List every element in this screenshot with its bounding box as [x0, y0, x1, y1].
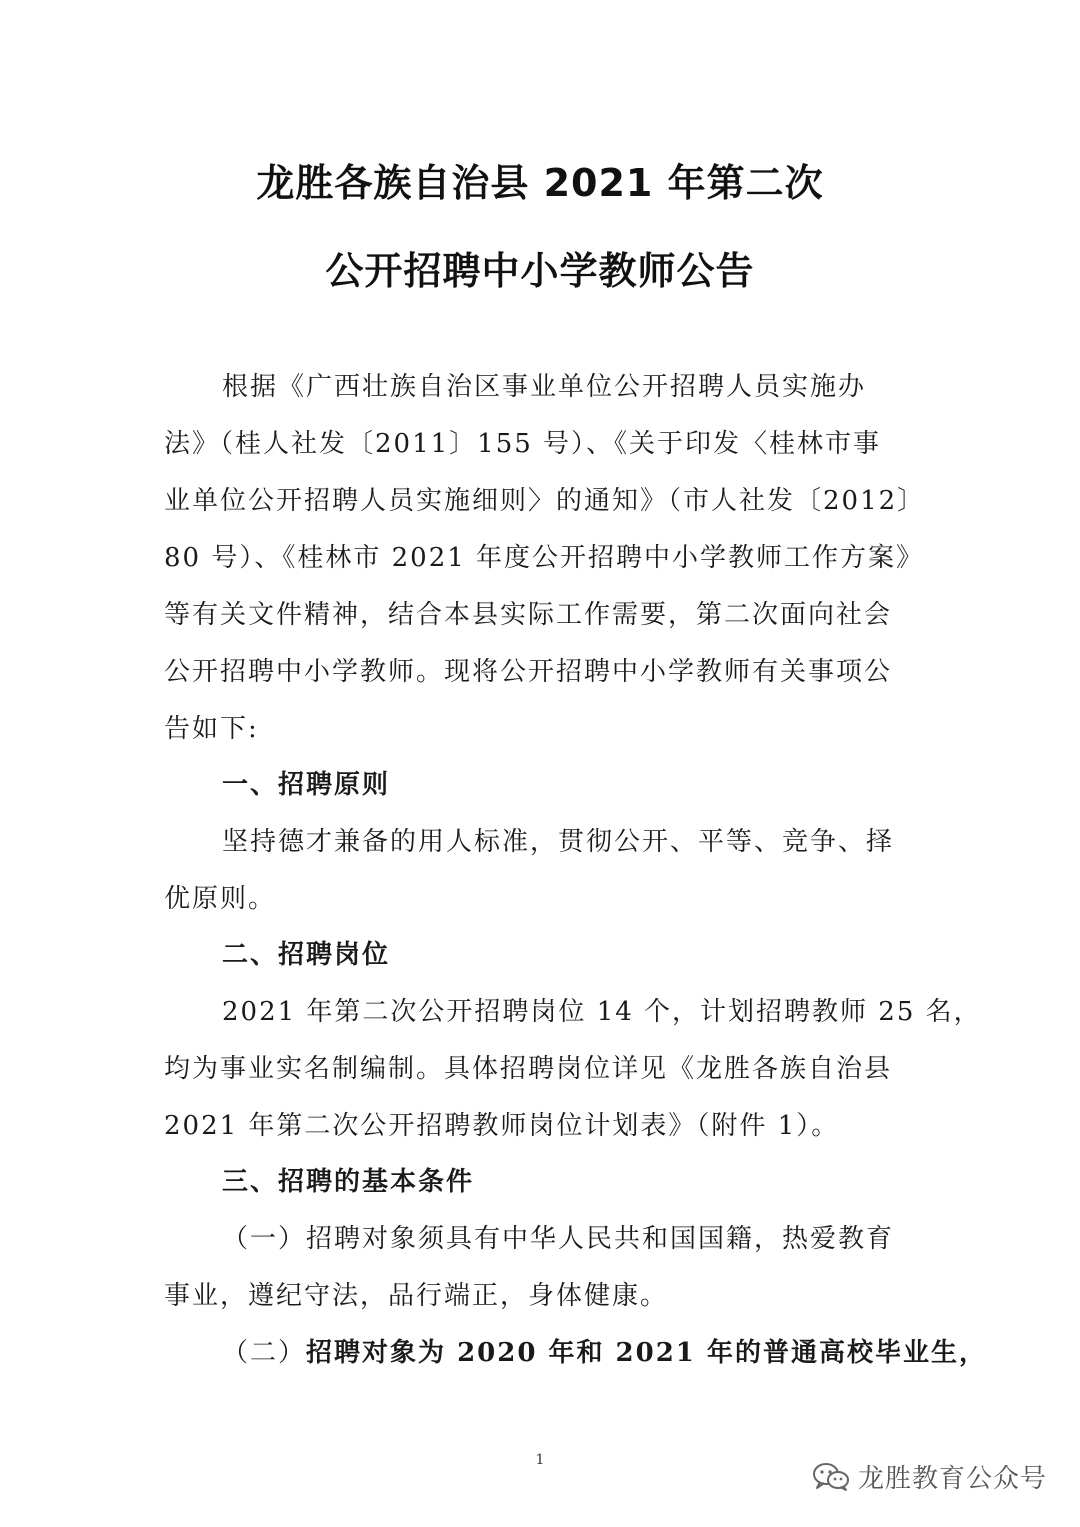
watermark-text: 龙胜教育公众号	[858, 1464, 1048, 1494]
intro-line: 根据《广西壮族自治区事业单位公开招聘人员实施办	[222, 372, 867, 402]
intro-line: 告如下:	[164, 714, 259, 744]
section-line: 2021 年第二次公开招聘教师岗位计划表》（附件 1）。	[164, 1111, 840, 1141]
page-number: 1	[535, 1452, 545, 1468]
section-line: （一）招聘对象须具有中华人民共和国国籍，热爱教育	[222, 1224, 895, 1254]
section-heading-conditions: 三、招聘的基本条件	[222, 1167, 475, 1197]
wechat-icon	[812, 1462, 850, 1492]
section-heading-positions: 二、招聘岗位	[222, 940, 391, 970]
document-title-line-2: 公开招聘中小学教师公告	[325, 249, 755, 293]
section-line: 优原则。	[164, 884, 277, 914]
intro-line: 法》（桂人社发〔2011〕155 号）、《关于印发〈桂林市事	[164, 429, 882, 459]
intro-line: 80 号）、《桂林市 2021 年度公开招聘中小学教师工作方案》	[164, 543, 925, 573]
watermark	[812, 1458, 1047, 1495]
item2-prefix: （二）	[222, 1338, 307, 1368]
document-title-line-1: 龙胜各族自治县 2021 年第二次	[256, 161, 824, 205]
item2-bold-text: 招聘对象为 2020 年和 2021 年的普通高校毕业生，	[306, 1338, 987, 1368]
section-line: 坚持德才兼备的用人标准，贯彻公开、平等、竞争、择	[222, 827, 895, 857]
intro-line: 业单位公开招聘人员实施细则〉的通知》（市人社发〔2012〕	[164, 486, 926, 516]
section-line-item2	[222, 1336, 987, 1370]
section-line: 事业，遵纪守法，品行端正，身体健康。	[164, 1281, 669, 1311]
intro-line: 等有关文件精神，结合本县实际工作需要，第二次面向社会	[164, 600, 893, 630]
section-line: 2021 年第二次公开招聘岗位 14 个，计划招聘教师 25 名，	[222, 997, 982, 1027]
section-heading-principles: 一、招聘原则	[222, 770, 391, 800]
section-line: 均为事业实名制编制。具体招聘岗位详见《龙胜各族自治县	[164, 1054, 893, 1084]
intro-line: 公开招聘中小学教师。现将公开招聘中小学教师有关事项公	[164, 657, 893, 687]
